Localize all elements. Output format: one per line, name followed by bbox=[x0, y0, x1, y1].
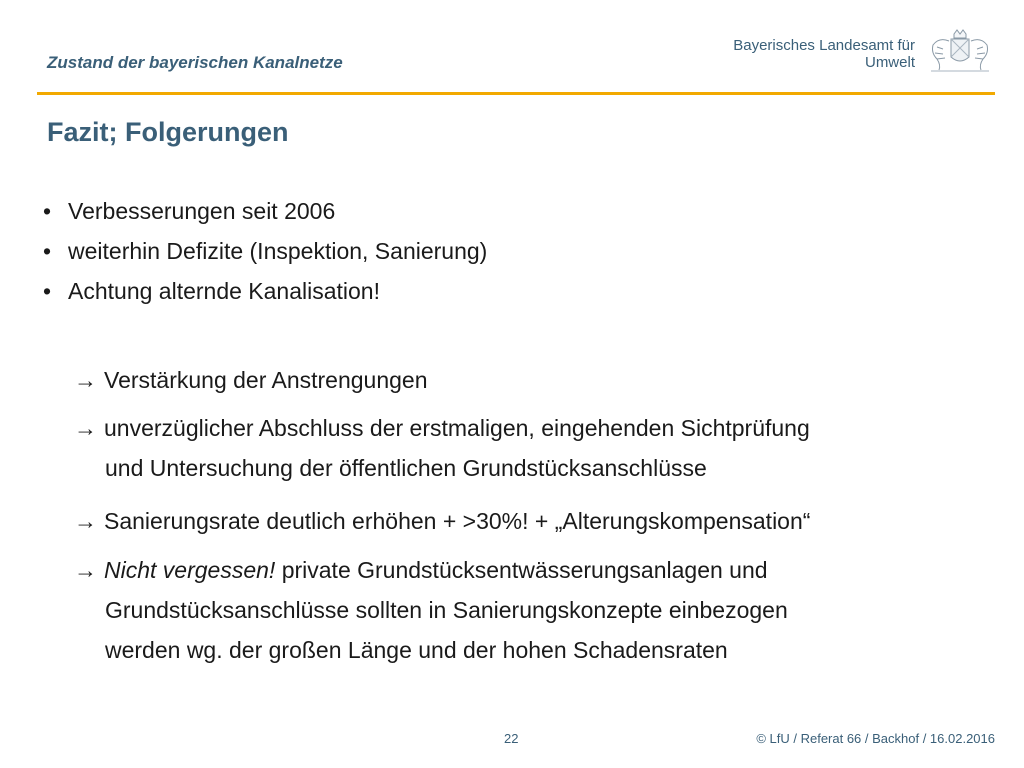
point-text-continued: Grundstücksanschlüsse sollten in Sanierungskonzepte einbezogen bbox=[105, 597, 788, 623]
bullet-item: • weiterhin Defizite (Inspektion, Sanierung) bbox=[43, 231, 487, 271]
conclusion-point-3 bbox=[74, 501, 810, 541]
conclusion-point-4 bbox=[74, 550, 788, 670]
arrow-right-icon: → bbox=[74, 557, 97, 583]
conclusion-point-2 bbox=[74, 408, 810, 488]
conclusion-point-1 bbox=[74, 360, 428, 400]
point-text: private Grundstücksentwässerungsanlagen und bbox=[275, 557, 768, 583]
bullet-list bbox=[43, 191, 487, 311]
footer-credit: © LfU / Referat 66 / Backhof / 16.02.2016 bbox=[756, 731, 995, 746]
organization-line-1: Bayerisches Landesamt für bbox=[733, 37, 915, 54]
organization-line-2: Umwelt bbox=[864, 54, 915, 71]
point-text: Verstärkung der Anstrengungen bbox=[104, 367, 428, 393]
header-divider bbox=[37, 92, 995, 95]
arrow-right-icon: → bbox=[74, 415, 97, 441]
bullet-item: • Achtung alternde Kanalisation! bbox=[43, 271, 487, 311]
point-text: Sanierungsrate deutlich erhöhen + >30%! + „Alterungskompensation“ bbox=[104, 508, 811, 534]
arrow-right-icon: → bbox=[74, 367, 97, 393]
slide-title: Fazit; Folgerungen bbox=[47, 117, 289, 147]
point-text: unverzüglicher Abschluss der erstmaligen, eingehenden Sichtprüfung bbox=[104, 415, 810, 441]
arrow-right-icon: → bbox=[74, 508, 97, 534]
organization-name bbox=[733, 37, 915, 71]
header-title: Zustand der bayerischen Kanalnetze bbox=[47, 53, 343, 72]
point-emphasis: Nicht vergessen! bbox=[104, 557, 276, 583]
page-number: 22 bbox=[504, 731, 519, 746]
point-text-continued: und Untersuchung der öffentlichen Grundstücksanschlüsse bbox=[105, 455, 707, 481]
bullet-item: • Verbesserungen seit 2006 bbox=[43, 191, 487, 231]
point-text-continued: werden wg. der großen Länge und der hohen Schadensraten bbox=[105, 637, 728, 663]
bavarian-coat-of-arms-icon bbox=[925, 27, 995, 73]
